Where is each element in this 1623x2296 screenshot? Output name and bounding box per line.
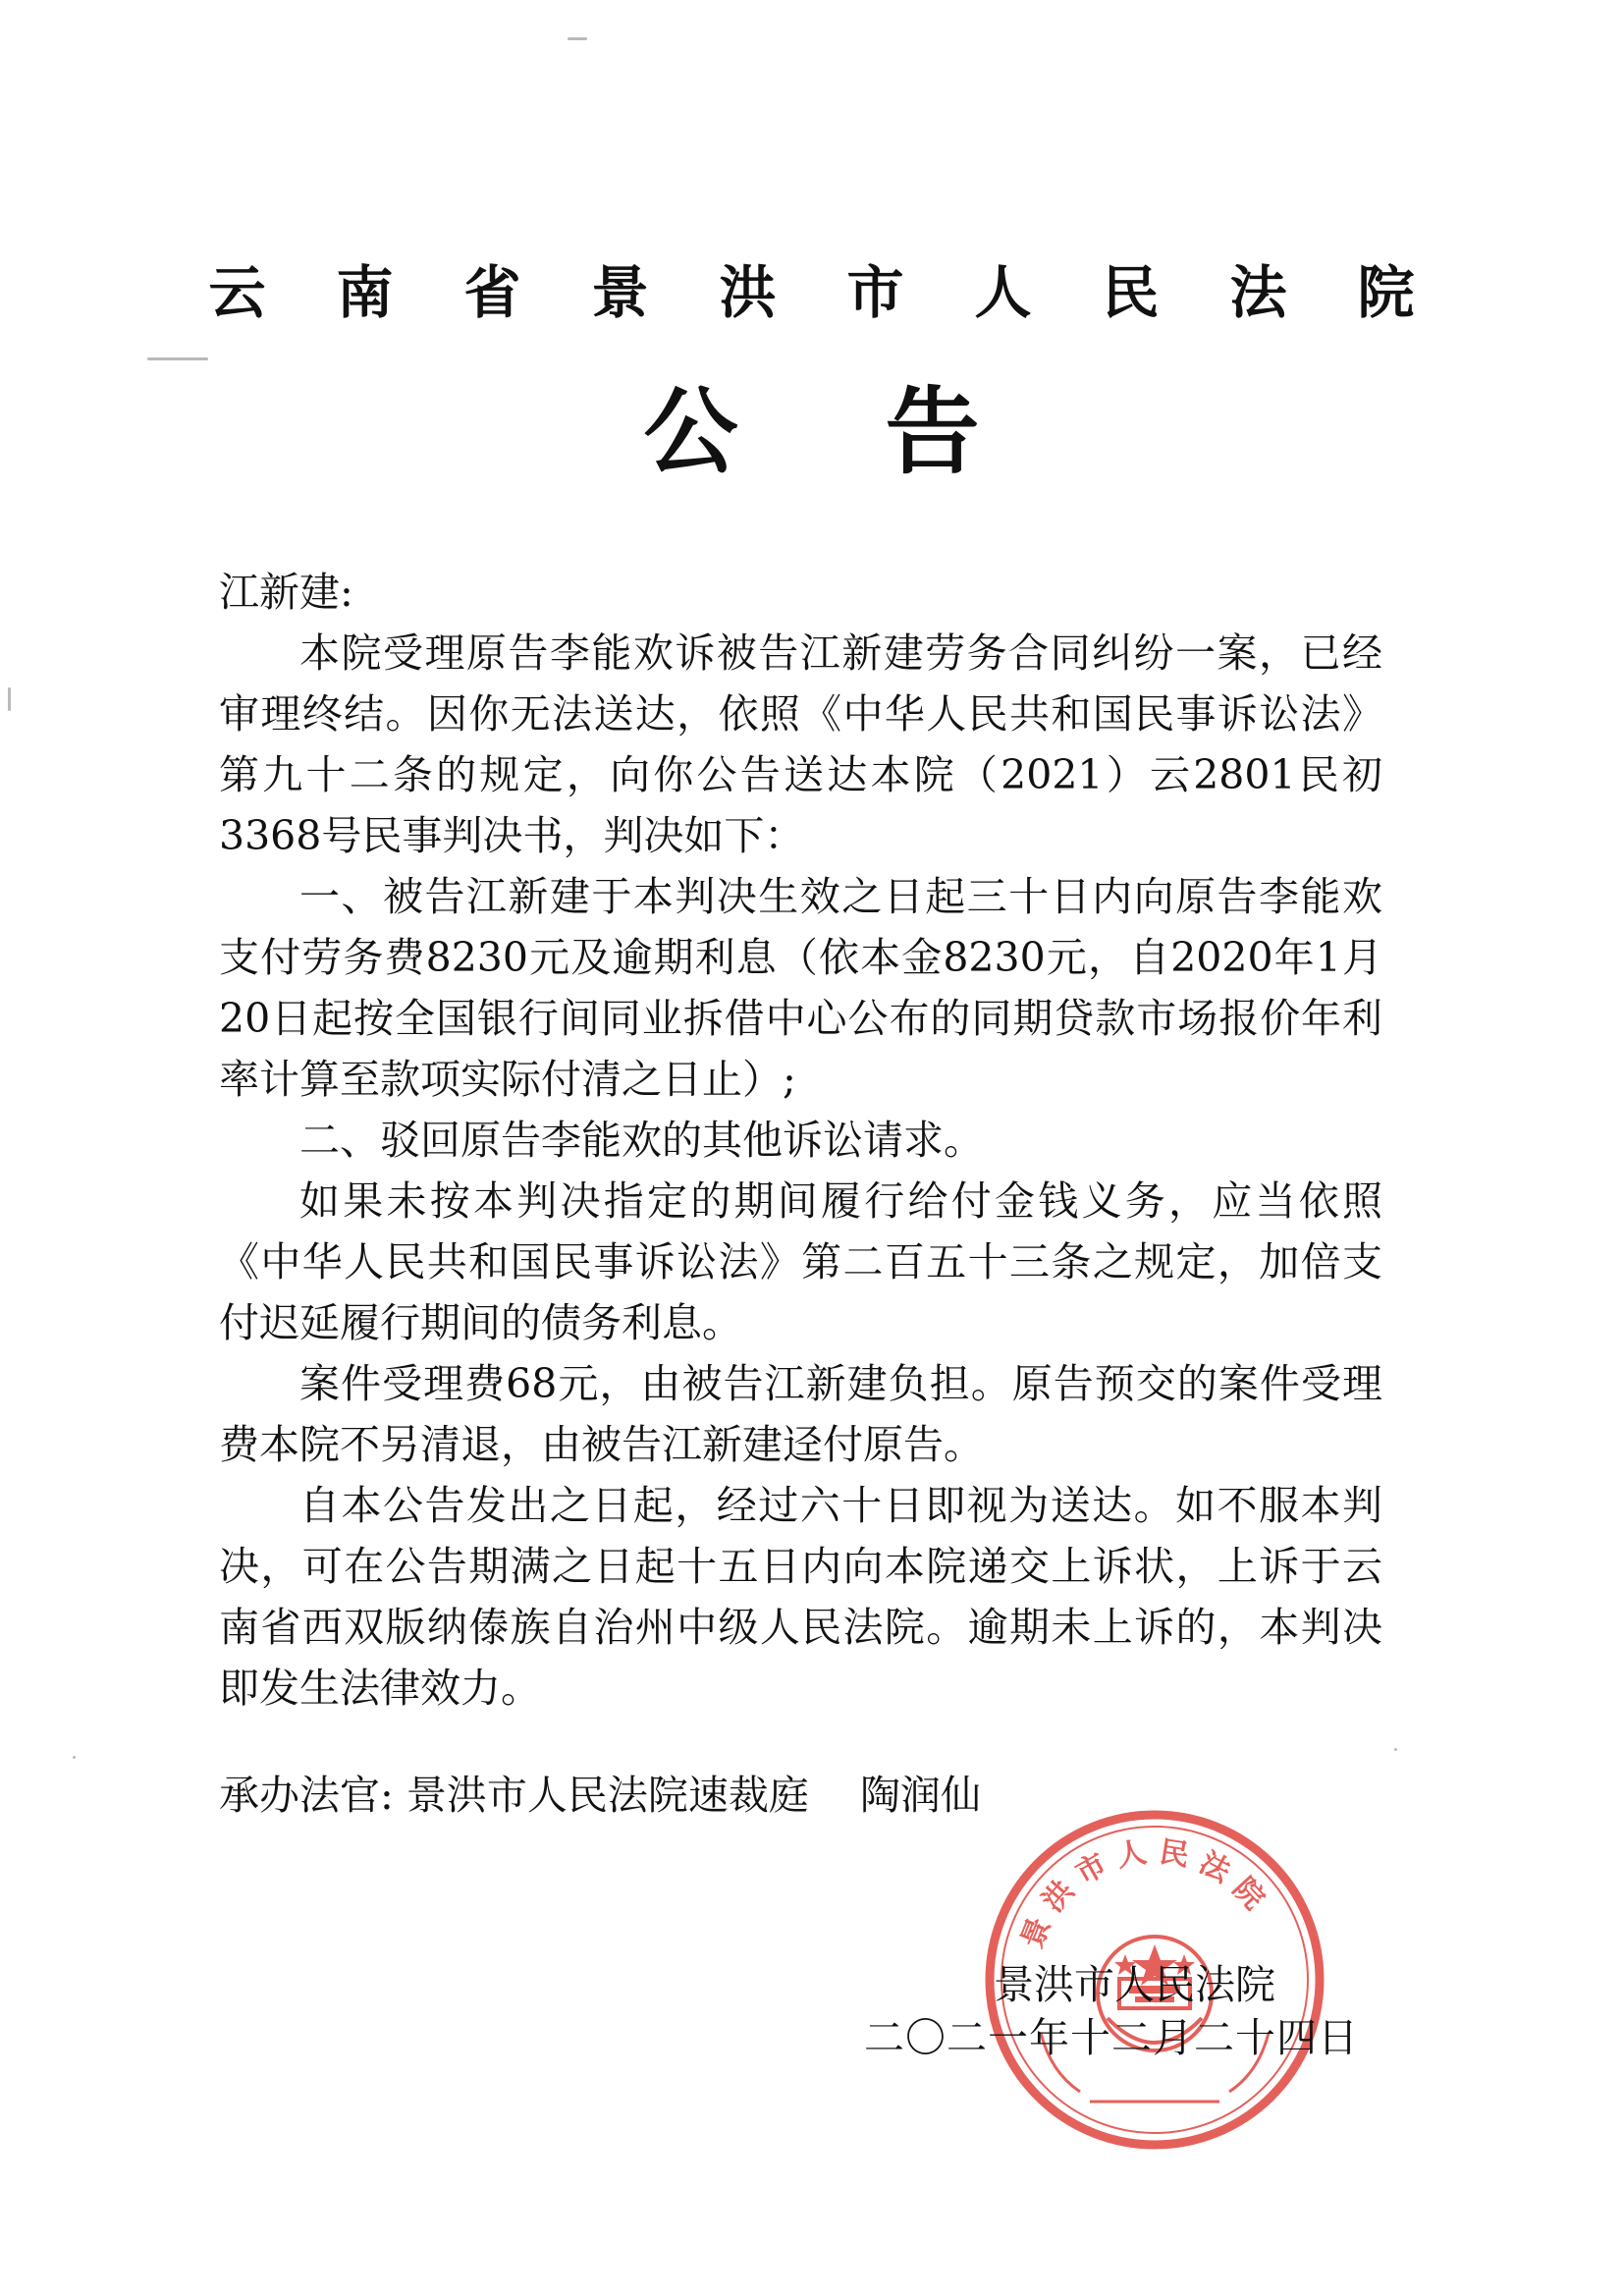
- paragraph-service-appeal: 自本公告发出之日起，经过六十日即视为送达。如不服本判决，可在公告期满之日起十五日内向本院递交上诉状，上诉于云南省西双版纳傣族自治州中级人民法院。逾期未上诉的，本判决即发生法律效力。: [219, 1482, 1382, 1712]
- notice-body: [219, 562, 1382, 1719]
- paragraph-judgment-item-2: 二、驳回原告李能欢的其他诉讼请求。: [299, 1117, 984, 1164]
- addressee: 江新建:: [219, 569, 353, 616]
- court-name-heading: 云南省景洪市人民法院: [208, 259, 1486, 326]
- issuing-court: 景洪市人民法院: [994, 1961, 1275, 2008]
- scan-speck: [1394, 1748, 1397, 1751]
- paragraph-late-interest: 如果未按本判决指定的期间履行给付金钱义务，应当依照《中华人民共和国民事诉讼法》第二百五十三条之规定，加倍支付迟延履行期间的债务利息。: [219, 1177, 1382, 1346]
- scan-speck: [568, 37, 587, 40]
- document-title: 公告: [643, 377, 1127, 487]
- scan-speck: [147, 357, 208, 360]
- presiding-judge-line: 承办法官: 景洪市人民法院速裁庭 陶润仙: [219, 1772, 981, 1819]
- paragraph-court-fee: 案件受理费68元，由被告江新建负担。原告预交的案件受理费本院不另清退，由被告江新建迳付原告。: [219, 1360, 1382, 1468]
- paragraph-intro: 本院受理原告李能欢诉被告江新建劳务合同纠纷一案，已经审理终结。因你无法送达，依照《中华人民共和国民事诉讼法》第九十二条的规定，向你公告送达本院（2021）云2801民初3368号民事判决书，判决如下：: [219, 629, 1382, 859]
- scan-speck: [73, 1756, 76, 1759]
- paragraph-judgment-item-1: 一、被告江新建于本判决生效之日起三十日内向原告李能欢支付劳务费8230元及逾期利息（依本金8230元，自2020年1月20日起按全国银行间同业拆借中心公布的同期贷款市场报价年利率计算至款项实际付清之日止）;: [219, 873, 1382, 1103]
- scan-speck: [8, 687, 11, 711]
- issue-date: 二〇二一年十二月二十四日: [864, 2014, 1359, 2061]
- svg-text:景 洪 市 人 民 法 院: 景 洪 市 人 民 法 院: [1014, 1834, 1271, 1953]
